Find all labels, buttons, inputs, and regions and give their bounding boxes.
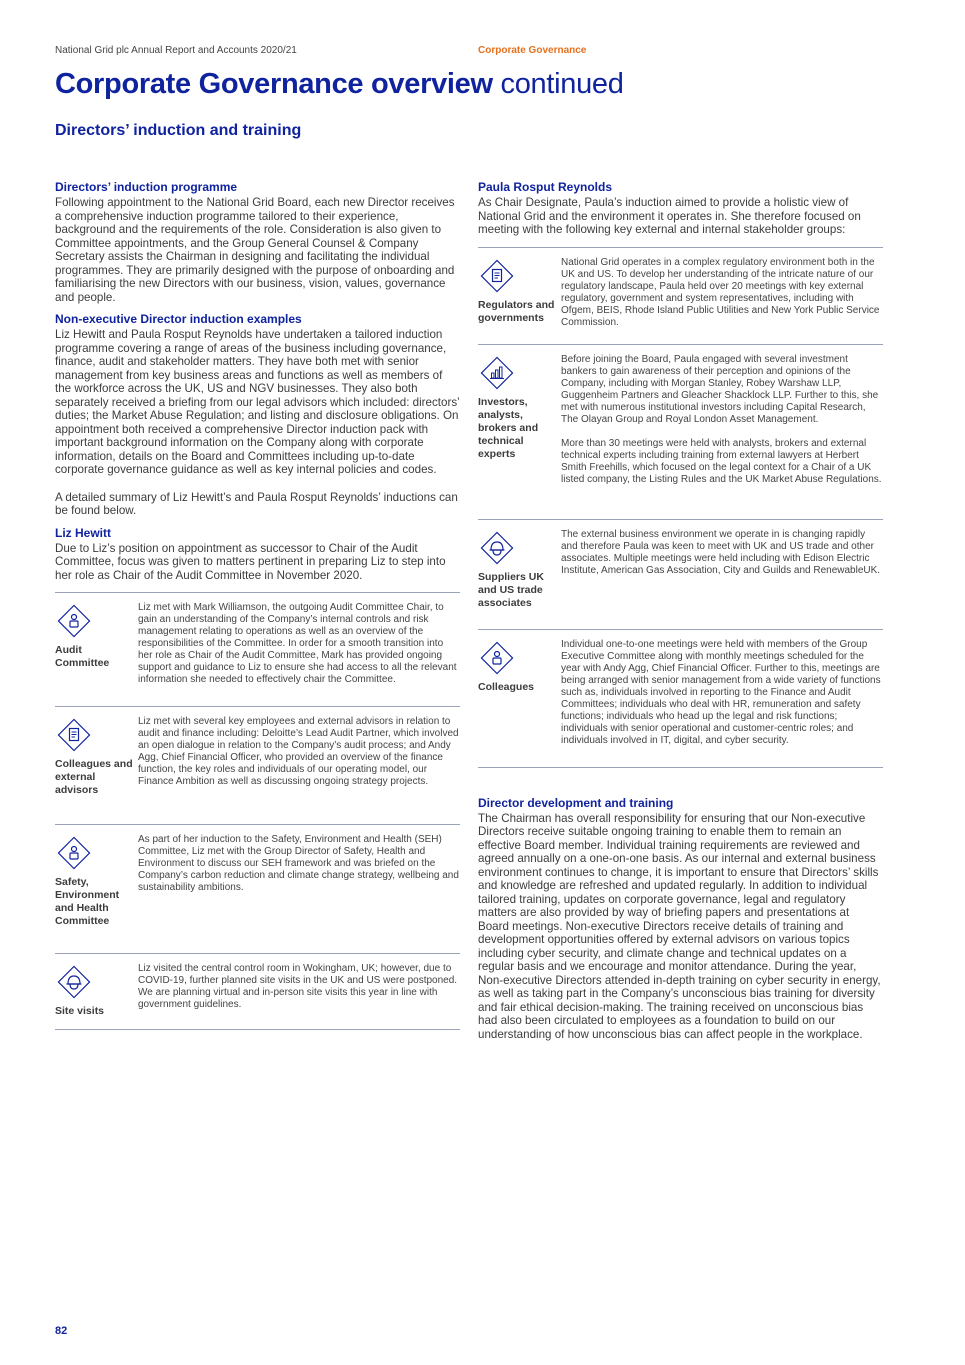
ned-text: Liz Hewitt and Paula Rosput Reynolds have undertaken a tailored induction programme covering a range of areas of the business including governance, finance, audit and stakeholder matters. They have both met with senior management from key business areas and functions as well as members of the workforce across the UK, US and NGV businesses. They also both separately received a briefing from our legal advisors which included: directors’ duties; the Market Abuse Regulation; and listing and disclosure obligations. On appointment both received a comprehensive Director induction pack with important background information on the Company along with corporate information, details on the Board and Committees including up-to-date corporate governance guidance as well as key internal policies and codes. — [55, 328, 460, 476]
row-label: Colleagues — [478, 680, 535, 693]
row-paragraph: More than 30 meetings were held with analysts, brokers and external technical experts including training from external lawyers at Herbert Smith Freehills, which focused on the legal context for a Chair of a UK listed company, the Listing Rules and the UK Market Abuse Regulations. — [561, 437, 882, 485]
left-column — [55, 180, 460, 1030]
row-text — [561, 257, 883, 334]
hard-hat-icon — [55, 963, 93, 1001]
page-title-main: Corporate Governance overview — [55, 68, 493, 100]
page-number: 82 — [55, 1325, 68, 1337]
right-column — [478, 180, 883, 1041]
report-title: National Grid plc Annual Report and Accounts 2020/21 — [55, 45, 297, 56]
dev-heading: Director development and training — [478, 795, 674, 810]
row-label: Suppliers UK and US trade associates — [478, 570, 544, 609]
row-label: Colleagues and external advisors — [55, 758, 133, 796]
table-row — [55, 825, 460, 954]
table-row — [55, 593, 460, 707]
person-icon — [55, 834, 93, 872]
document-icon — [478, 257, 516, 295]
table-row — [478, 520, 883, 630]
liz-induction-table — [55, 592, 460, 1030]
row-paragraph: Before joining the Board, Paula engaged with several investment bankers to gain awareness of their perception and opinions of the Company, including with Morgan Stanley, Robey Warshaw LLP, Guggenheim Partners and Gleacher Shacklock LLP. Further to this, she met with numerous institutional investors including Capital Research, The Olayan Group and Royal London Asset Management. — [561, 353, 879, 425]
paula-induction-table — [478, 247, 883, 768]
page-title-suffix: continued — [500, 68, 624, 100]
row-text — [561, 529, 883, 619]
row-paragraph: National Grid operates in a complex regulatory environment both in the UK and US. To develop her understanding of the intricate nature of our regulatory landscape, Paula held over 20 meetings with key external regulatory, government and system representatives, including with Ofgem, BEIS, Rhode Island Public Utilities and New York Public Service Commission. — [561, 256, 880, 328]
bar-chart-icon — [478, 354, 516, 392]
page-title — [55, 68, 624, 101]
paula-heading: Paula Rosput Reynolds — [478, 180, 613, 194]
document-icon — [55, 716, 93, 754]
liz-heading: Liz Hewitt — [55, 525, 111, 540]
row-label: Regulators and governments — [478, 298, 555, 324]
table-row — [55, 707, 460, 825]
row-label: Investors, analysts, brokers and technical experts — [478, 395, 539, 460]
table-row — [478, 345, 883, 520]
row-paragraph: The external business environment we operate in is changing rapidly and therefore Paula was keen to meet with UK and US trade and other associates. Multiple meetings were held including with Edison Electric Institute, American Gas Association, City and Guilds and RenewableUK. — [561, 528, 881, 576]
row-text: Liz met with several key employees and external advisors in relation to audit and finance including: Deloitte’s Lead Audit Partner, which involved an open dialogue in relation to the Company’s audit process; and Andy Agg, Chief Financial Officer, who provided an overview of the finance function, the key roles and individuals of our operating model, our Finance Ambition as well as discussing ongoing strategy projects. — [138, 716, 459, 787]
row-label: Audit Committee — [55, 644, 110, 669]
row-text — [561, 354, 883, 509]
row-label: Site visits — [55, 1005, 105, 1017]
dev-text: The Chairman has overall responsibility for ensuring that our Non-executive Directors receive suitable ongoing training to enable them to remain an effective Board member. Individual training requirements are reviewed and agreed annually on a one-on-one basis. As our internal and external business environment continues to change, it is important to ensure that Directors’ skills and knowledge are refreshed and updated regularly. In addition to individual tailored training, updates on corporate governance, legal and regulatory matters are also provided by way of briefing papers and presentations at Board meetings. Non-executive Directors receive details of training and development opportunities offered by external advisors on various topics including cyber security, and climate change and technical updates on a regular basis and we encourage and monitor attendance. During the year, Non-executive Directors attended in-depth training on cyber security in energy, as well as taking part in the Company’s unconscious bias training for diversity and fair ethical decision-making. The training received on unconscious bias had also been circulated to employees as a foundation to build on our understanding of how unconscious bias can affect people in the workplace. — [478, 811, 881, 1041]
table-row — [55, 954, 460, 1030]
section-label: Corporate Governance — [478, 45, 587, 56]
induction-heading: Directors’ induction programme — [55, 180, 238, 194]
induction-text: Following appointment to the National Grid Board, each new Director receives a comprehensive induction programme tailored to their experience, background and the requirements of the role. Consideration is also given to Committee appointments, and the Group General Counsel & Company Secretary assists the Chairman in designing and facilitating the individual programmes. They are primarily designed with the purpose of onboarding and familiarising the new Directors with our business, vision, values, governance and people. — [55, 196, 455, 304]
row-text: Liz visited the central control room in Wokingham, UK; however, due to COVID-19, further planned site visits in the UK and US were postponed. We are planning virtual and in-person site visits this year in line with government guidelines. — [138, 963, 458, 1010]
person-icon — [55, 602, 93, 640]
person-icon — [478, 639, 516, 677]
ned-heading: Non-executive Director induction examples — [55, 312, 302, 326]
table-row — [478, 248, 883, 345]
summary-text: A detailed summary of Liz Hewitt’s and Paula Rosput Reynolds’ inductions can be found below. — [55, 490, 458, 517]
liz-text: Due to Liz’s position on appointment as successor to Chair of the Audit Committee, focus was given to matters pertinent in preparing Liz to step into her role as Chair of the Audit Committee in November 2020. — [55, 541, 446, 582]
table-row — [478, 630, 883, 768]
paula-text: As Chair Designate, Paula’s induction aimed to provide a holistic view of National Grid and the environment it operates in. She therefore focused on meeting with the following key external and internal stakeholder groups: — [478, 196, 861, 236]
section-subtitle: Directors’ induction and training — [55, 122, 302, 139]
row-text — [561, 639, 883, 757]
hard-hat-icon — [478, 529, 516, 567]
row-text: As part of her induction to the Safety, Environment and Health (SEH) Committee, Liz met with the Group Director of Safety, Health and Environment to discuss our SEH framework and was briefed on the Company’s carbon reduction and climate change strategy, wellbeing and sustainability ambitions. — [138, 834, 459, 893]
row-paragraph: Individual one-to-one meetings were held with members of the Group Executive Committee along with monthly meetings scheduled for the year with Andy Agg, Chief Financial Officer. Further to this, meetings are being arranged with senior management from a wide variety of functions such as, individuals involved in reporting to the Finance and Audit Committees; individuals who deal with HR, remuneration and safety functions; individuals who head up the legal and risk functions; individuals with senior operational and customer-centric roles; and individuals involved in IT, digital, and cyber security. — [561, 638, 881, 746]
row-label: Safety, Environment and Health Committee — [55, 876, 120, 927]
row-text: Liz met with Mark Williamson, the outgoing Audit Committee Chair, to gain an understanding of the Company’s internal controls and risk management relating to operations as well as an overview of the responsibilities of the Committee. In order for a smooth transition into her role as Chair of the Audit Committee, Mark has provided ongoing support and guidance to Liz to ensure she had access to all the relevant information she needed to effectively chair the Committee. — [138, 602, 457, 685]
